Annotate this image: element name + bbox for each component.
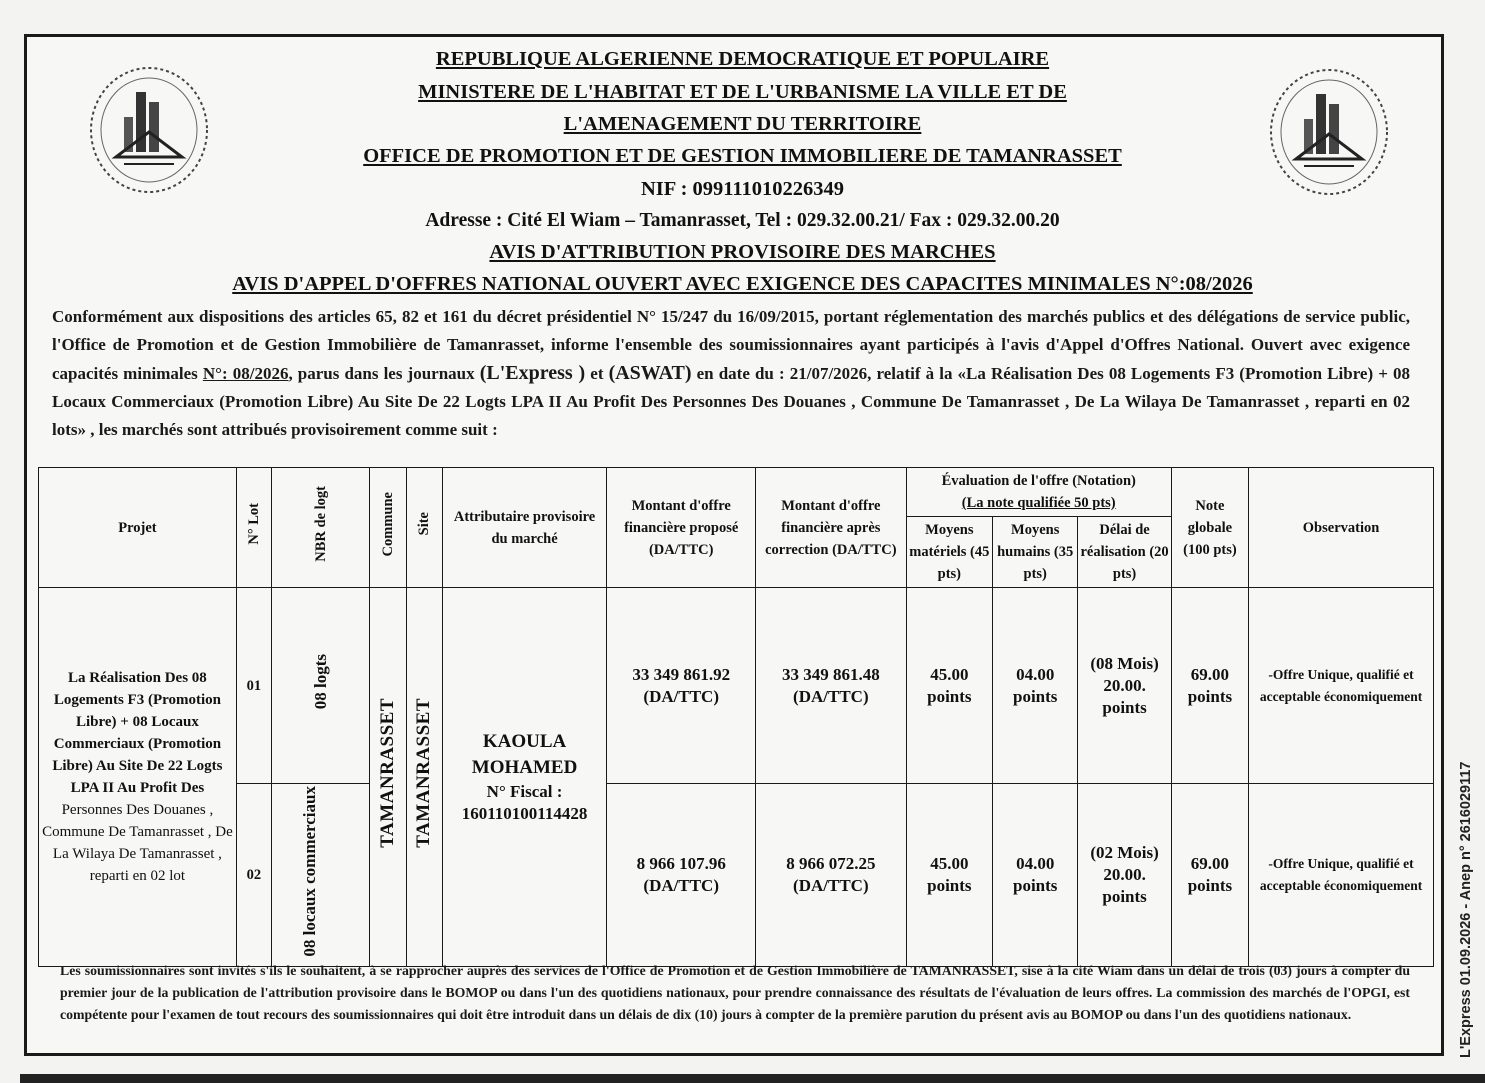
header-attributaire: Attributaire provisoire du marché (442, 468, 607, 588)
materiels-cell: 45.00 points (906, 588, 992, 784)
header-office: OFFICE DE PROMOTION ET DE GESTION IMMOBILIERE DE TAMANRASSET (363, 145, 1122, 167)
intro-part2: , parus dans les journaux (288, 364, 480, 383)
header-address: Adresse : Cité El Wiam – Tamanrasset, Tel : 029.32.00.21/ Fax : 029.32.00.20 (425, 210, 1060, 231)
attribution-table (38, 467, 1434, 967)
attributaire-name: KAOULA MOHAMED (471, 730, 578, 778)
header-ministry: MINISTERE DE L'HABITAT ET DE L'URBANISME LA VILLE ET DE (418, 81, 1067, 103)
header-moyens-humains: Moyens humains (35 pts) (993, 517, 1078, 588)
header-nif: NIF : 099111010226349 (640, 178, 845, 200)
delai-cell: (02 Mois) 20.00. points (1078, 784, 1171, 967)
montant-corrige-cell: 33 349 861.48 (DA/TTC) (756, 588, 907, 784)
header-evaluation (906, 468, 1171, 517)
call-number: N°: 08/2026 (202, 364, 289, 383)
header-observation: Observation (1249, 468, 1434, 588)
lot-cell: 02 (236, 784, 271, 967)
header-note-globale: Note globale (100 pts) (1171, 468, 1248, 588)
header-commune: Commune (370, 468, 406, 588)
header-delai: Délai de réalisation (20 pts) (1078, 517, 1171, 588)
observation-cell: -Offre Unique, qualifié et acceptable économiquement (1249, 588, 1434, 784)
footer-paragraph: Les soumissionnaires sont invités s'ils le souhaitent, à se rapprocher auprès des services de l'Office de Promotion et de Gestion Immobilière de TAMANRASSET, sise à la cité Wiam dans un délai de trois (03) jours à compter du premier jour de la publication de l'attribution provisoire dans le BOMOP ou dans l'un des quotidiens nationaux, pour prendre connaissance des résultats de l'évaluation de leurs offres. La commission des marchés de l'OPGI, est compétente pour l'examen de tout recours des soumissionnaires qui doit être introduit dans un délais de dix (10) jours à compter de la première parution du présent avis au BOMOP ou dans l'un des quotidiens nationaux. (60, 963, 1410, 1022)
intro-part4: en date du : 21/07/2026, relatif à la «La Réalisation Des 08 Logements F3 (Promotion Libre) + 08 Locaux Commerciaux (Promotion Libre) Au Site De 22 Logts LPA II Au Profit Des Personnes Des Douanes , Commune De Tamanrasset , De La Wilaya De Tamanrasset , reparti en 02 lots» , les marchés sont attribués provisoirement comme suit : (52, 364, 1410, 439)
observation-cell: -Offre Unique, qualifié et acceptable économiquement (1249, 784, 1434, 967)
intro-paragraph (52, 303, 1410, 444)
publication-code: L'Express 01.09.2026 - Anep n° 2616029117 (1458, 761, 1474, 1058)
projet-cell (39, 588, 237, 967)
notice-title: AVIS D'ATTRIBUTION PROVISOIRE DES MARCHES (489, 241, 996, 263)
montant-propose-cell: 8 966 107.96 (DA/TTC) (607, 784, 756, 967)
journal-aswat: (ASWAT) (608, 362, 692, 384)
delai-cell: (08 Mois) 20.00. points (1078, 588, 1171, 784)
header-ministry-cont: L'AMENAGEMENT DU TERRITOIRE (563, 113, 922, 135)
materiels-cell: 45.00 points (906, 784, 992, 967)
site-cell: TAMANRASSET (406, 588, 442, 967)
nbr-cell: 08 logts (271, 588, 369, 784)
intro-part1: Conformément aux dispositions des articles 65, 82 et 161 du décret présidentiel N° 15/247 du 16/09/2015, portant réglementation des marchés publics et des délégations de service public, l'Office de Promotion et de Gestion Immobilière de Tamanrasset, informe l'ensemble des soumissionnaires ayant participés à l'avis d'Appel d'Offres National. Ouvert avec exigence capacités minimales (52, 307, 1410, 383)
notice-subtitle: AVIS D'APPEL D'OFFRES NATIONAL OUVERT AVEC EXIGENCE DES CAPACITES MINIMALES N°:08/2026 (232, 273, 1253, 295)
attributaire-fiscal: N° Fiscal : 160110100114428 (461, 781, 588, 823)
header-lot: N° Lot (236, 468, 271, 588)
montant-propose-cell: 33 349 861.92 (DA/TTC) (607, 588, 756, 784)
header-projet: Projet (39, 468, 237, 588)
header-montant-propose: Montant d'offre financière proposé (DA/TTC) (607, 468, 756, 588)
header-republic: REPUBLIQUE ALGERIENNE DEMOCRATIQUE ET POPULAIRE (435, 48, 1050, 70)
montant-corrige-cell: 8 966 072.25 (DA/TTC) (756, 784, 907, 967)
projet-bold: La Réalisation Des 08 Logements F3 (Promotion Libre) + 08 Locaux Commerciaux (Promotion Libre) Au Site De 22 Logts LPA II Au Profit Des (52, 669, 223, 796)
commune-cell: TAMANRASSET (370, 588, 406, 967)
header-nbr-logt: NBR de logt (271, 468, 369, 588)
note-cell: 69.00 points (1171, 588, 1248, 784)
humains-cell: 04.00 points (993, 784, 1078, 967)
projet-normal: Personnes Des Douanes , Commune De Tamanrasset , De La Wilaya De Tamanrasset , reparti en 02 lot (42, 801, 233, 884)
header-site: Site (406, 468, 442, 588)
intro-part3: et (585, 364, 609, 383)
journal-express: (L'Express ) (479, 362, 586, 384)
header-evaluation-line2: (La note qualifiée 50 pts) (961, 495, 1116, 511)
header-montant-corrige: Montant d'offre financière après correction (DA/TTC) (756, 468, 907, 588)
attributaire-cell (442, 588, 607, 967)
lot-cell: 01 (236, 588, 271, 784)
scan-edge-bar (20, 1074, 1485, 1083)
header-evaluation-line1: Évaluation de l'offre (Notation) (941, 473, 1136, 489)
nbr-cell: 08 locaux commerciaux (271, 784, 369, 967)
table-row (39, 784, 1434, 967)
header-moyens-materiels: Moyens matériels (45 pts) (906, 517, 992, 588)
humains-cell: 04.00 points (993, 588, 1078, 784)
note-cell: 69.00 points (1171, 784, 1248, 967)
table-row (39, 588, 1434, 784)
